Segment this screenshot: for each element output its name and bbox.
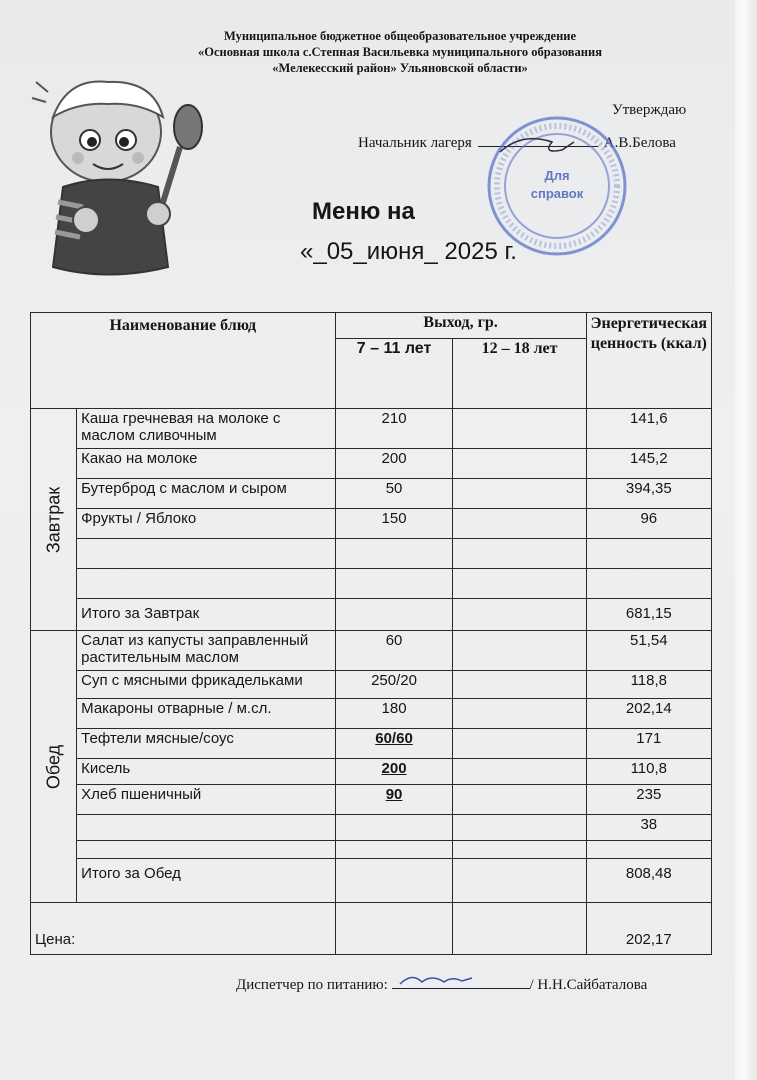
dish-yield-7-11: 50 (335, 479, 453, 509)
dish-name: Тефтели мясные/соус (77, 729, 335, 759)
col-header-energy: Энергетическая ценность (ккал) (586, 313, 711, 409)
dish-yield-7-11: 250/20 (335, 671, 453, 699)
dispatcher-name: / Н.Н.Сайбаталова (529, 977, 648, 993)
dispatcher-signature (392, 974, 530, 989)
dish-name: Салат из капусты заправленный растительным маслом (77, 631, 335, 671)
chef-boy-illustration (28, 62, 218, 292)
section-label: Обед (43, 744, 64, 789)
col-header-age-7-11: 7 – 11 лет (335, 339, 453, 409)
dish-name (77, 841, 335, 859)
camp-head-label: Начальник лагеря (358, 135, 472, 151)
dish-energy: 235 (586, 785, 711, 815)
dish-yield-12-18 (453, 479, 586, 509)
total-row (31, 859, 712, 903)
school-header (150, 28, 650, 76)
dish-yield-12-18 (453, 785, 586, 815)
dish-yield-12-18 (453, 539, 586, 569)
dish-name: Фрукты / Яблоко (77, 509, 335, 539)
dish-name: Каша гречневая на молоке с маслом сливочным (77, 409, 335, 449)
table-row (31, 449, 712, 479)
table-row (31, 815, 712, 841)
dish-yield-12-18 (453, 759, 586, 785)
total-energy: 681,15 (586, 599, 711, 631)
menu-title: Меню на (312, 198, 415, 225)
dish-yield-7-11: 90 (335, 785, 453, 815)
col-header-name: Наименование блюд (31, 313, 336, 409)
dish-energy (586, 539, 711, 569)
dish-yield-7-11: 60 (335, 631, 453, 671)
dish-yield-7-11: 60/60 (335, 729, 453, 759)
page-edge (735, 0, 757, 1080)
dispatcher-label: Диспетчер по питанию: (236, 977, 388, 993)
dish-name (77, 569, 335, 599)
dish-yield-12-18 (453, 815, 586, 841)
dish-name (77, 815, 335, 841)
dish-yield-12-18 (453, 449, 586, 479)
dish-energy (586, 569, 711, 599)
total-energy: 808,48 (586, 859, 711, 903)
camp-head-name: А.В.Белова (603, 135, 676, 151)
table-row (31, 509, 712, 539)
table-row (31, 409, 712, 449)
dish-yield-7-11 (335, 815, 453, 841)
dish-energy: 118,8 (586, 671, 711, 699)
dish-yield-12-18 (453, 409, 586, 449)
total-label: Итого за Обед (77, 859, 335, 903)
price-value: 202,17 (586, 903, 711, 955)
section-lunch (31, 631, 77, 903)
dish-energy: 110,8 (586, 759, 711, 785)
dish-yield-12-18 (453, 699, 586, 729)
col-header-output: Выход, гр. (335, 313, 586, 339)
dish-name: Какао на молоке (77, 449, 335, 479)
table-row (31, 699, 712, 729)
section-breakfast (31, 409, 77, 631)
dish-energy: 141,6 (586, 409, 711, 449)
dish-yield-12-18 (453, 569, 586, 599)
section-label: Завтрак (43, 486, 64, 553)
dish-energy (586, 841, 711, 859)
col-header-age-12-18: 12 – 18 лет (453, 339, 586, 409)
header-line-2: «Основная школа с.Степная Васильевка муниципального образования (198, 45, 602, 59)
dish-energy: 38 (586, 815, 711, 841)
dish-energy: 394,35 (586, 479, 711, 509)
dish-name: Макароны отварные / м.сл. (77, 699, 335, 729)
dish-name: Кисель (77, 759, 335, 785)
dish-name (77, 539, 335, 569)
dish-name: Бутерброд с маслом и сыром (77, 479, 335, 509)
total-row (31, 599, 712, 631)
svg-text:Для: Для (544, 168, 570, 183)
svg-text:справок: справок (530, 186, 584, 201)
table-row (31, 729, 712, 759)
footer-dispatcher (236, 974, 647, 994)
dish-yield-12-18 (453, 671, 586, 699)
dish-yield-7-11: 210 (335, 409, 453, 449)
dish-yield-7-11 (335, 539, 453, 569)
total-label: Итого за Завтрак (77, 599, 335, 631)
table-row (31, 841, 712, 859)
table-row (31, 631, 712, 671)
approval-label: Утверждаю (612, 102, 687, 118)
dish-yield-7-11: 180 (335, 699, 453, 729)
dish-yield-7-11: 200 (335, 759, 453, 785)
dish-energy: 145,2 (586, 449, 711, 479)
table-row (31, 671, 712, 699)
menu-table (30, 312, 712, 955)
table-row (31, 785, 712, 815)
dish-yield-12-18 (453, 631, 586, 671)
dish-yield-7-11 (335, 841, 453, 859)
dish-name: Хлеб пшеничный (77, 785, 335, 815)
header-line-1: Муниципальное бюджетное общеобразовательное учреждение (223, 29, 577, 43)
dish-yield-12-18 (453, 729, 586, 759)
header-line-3: «Мелекесский район» Ульяновской области» (272, 61, 528, 75)
dish-energy: 96 (586, 509, 711, 539)
dish-energy: 171 (586, 729, 711, 759)
dish-yield-7-11: 200 (335, 449, 453, 479)
price-label: Цена: (31, 903, 336, 955)
dish-yield-12-18 (453, 841, 586, 859)
menu-date: «_05_июня_ 2025 г. (300, 238, 517, 265)
dish-yield-12-18 (453, 509, 586, 539)
dish-energy: 202,14 (586, 699, 711, 729)
table-row (31, 569, 712, 599)
dish-name: Суп с мясными фрикадельками (77, 671, 335, 699)
price-row (31, 903, 712, 955)
table-row (31, 759, 712, 785)
dish-yield-7-11 (335, 569, 453, 599)
dish-energy: 51,54 (586, 631, 711, 671)
dish-yield-7-11: 150 (335, 509, 453, 539)
table-row (31, 479, 712, 509)
table-row (31, 539, 712, 569)
